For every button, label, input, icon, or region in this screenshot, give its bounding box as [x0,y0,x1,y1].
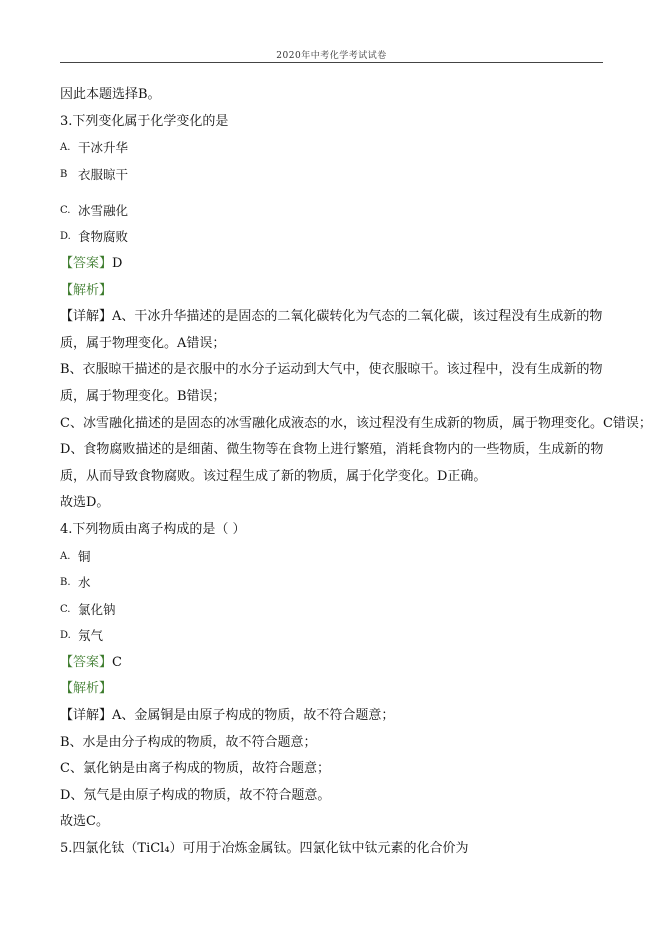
detail-tag: 【详解】 [60,708,113,724]
q4-conclusion: 故选C。 [60,814,109,830]
header-rule [60,62,603,63]
q3-analysis [60,278,605,305]
option-letter: B. [60,577,71,589]
detail-text: A、金属铜是由原子构成的物质，故不符合题意； [112,708,395,724]
prev-conclusion: 因此本题选择B。 [60,87,161,102]
answer-tag: 【答案】 [60,654,113,670]
option-text: 铜 [78,548,91,564]
q4-detail-a [60,703,605,730]
q4-analysis [60,676,605,703]
option-letter: D. [60,630,71,642]
option-letter: B [60,168,68,180]
answer-tag: 【答案】 [60,255,113,271]
analysis-tag: 【解析】 [60,681,113,697]
answer-value: D [112,255,123,271]
option-letter: D. [60,231,71,243]
document-body [60,82,652,863]
q3-option-b [60,162,605,198]
option-letter: A. [60,142,71,154]
q4-detail-c: C、氯化钠是由离子构成的物质，故符合题意； [60,761,330,777]
q3-detail-b: B、衣服晾干描述的是衣服中的水分子运动到大气中，使衣服晾干。该过程中，没有生成新的物质，属于物理变化。B错误； [60,362,603,404]
question-4: 4.下列物质由离子构成的是（ ） [60,521,246,537]
q3-detail-d: D、食物腐败描述的是细菌、微生物等在食物上进行繁殖，消耗食物内的一些物质，生成新的物质，从而导致食物腐败。该过程生成了新的物质，属于化学变化。D正确。 [60,442,604,484]
option-text: 食物腐败 [78,229,129,245]
q4-option-b [60,570,605,597]
option-text: 氯化钠 [78,601,116,617]
q4-option-c [60,597,605,624]
q4-answer [60,650,605,677]
q3-detail-c: C、冰雪融化描述的是固态的冰雪融化成液态的水，该过程没有生成新的物质，属于物理变化。C错误； [60,415,652,431]
detail-tag: 【详解】 [60,309,113,325]
q3-option-a [60,135,605,162]
analysis-tag: 【解析】 [60,282,113,298]
q4-option-a [60,544,605,571]
question-3: 3.下列变化属于化学变化的是 [60,113,229,129]
detail-text: A、干冰升华描述的是固态的二氧化碳转化为气态的二氧化碳，该过程没有生成新的物质，属于物理变化。A错误； [60,309,603,351]
option-text: 衣服晾干 [78,166,129,182]
q4-option-d [60,623,605,650]
page-header: 2020年中考化学考试试卷 [276,51,387,61]
question-5: 5.四氯化钛（TiCl₄）可用于冶炼金属钛。四氯化钛中钛元素的化合价为 [60,841,469,857]
q3-option-c [60,198,605,225]
option-text: 冰雪融化 [78,202,129,218]
q3-option-d [60,224,605,251]
option-text: 氖气 [78,628,104,644]
q4-detail-b: B、水是由分子构成的物质，故不符合题意； [60,734,317,750]
answer-value: C [112,654,122,670]
q3-detail-a [60,304,605,357]
q3-conclusion: 故选D。 [60,495,110,511]
option-letter: C. [60,603,71,615]
option-letter: C. [60,204,71,216]
option-text: 水 [78,575,91,591]
option-text: 干冰升华 [78,140,129,156]
option-letter: A. [60,550,71,562]
q3-answer [60,251,605,278]
q4-detail-d: D、氖气是由原子构成的物质，故不符合题意。 [60,787,331,803]
